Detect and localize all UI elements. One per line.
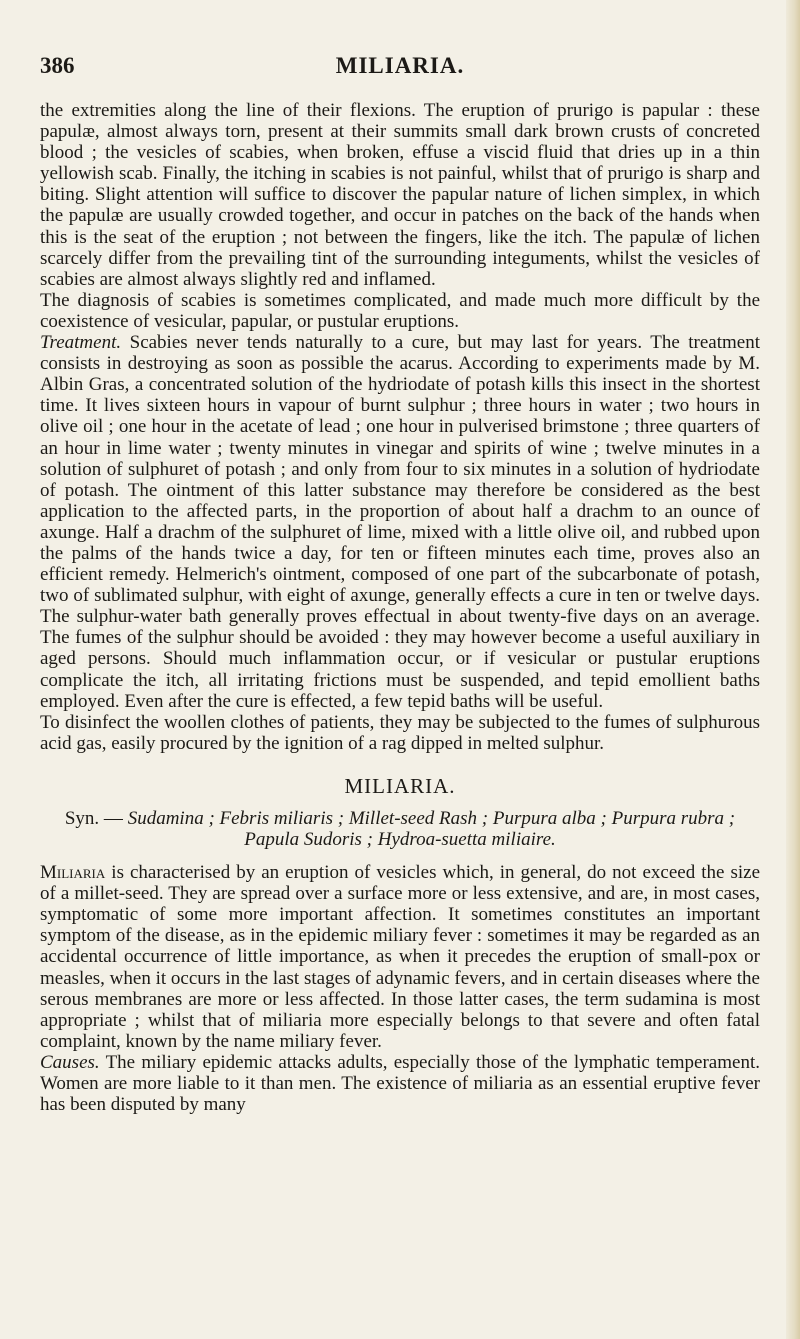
page-number: 386 (40, 53, 75, 78)
paragraph-diagnosis-comparison: the extremities along the line of their flexions. The eruption of prurigo is papular : these papulæ, almost always torn, present at their summits small dark brown crusts of concreted blood ; the vesicles of scabies, when broken, effuse a viscid fluid that dries up in a thin yellowish scab. Finally, the itching in scabies is not painful, whilst that of prurigo is sharp and biting. Slight attention will suffice to discover the papular nature of lichen simplex, in which the papulæ are usually crowded together, and occur in patches on the back of the hands when this is the seat of the eruption ; not between the fingers, like the itch. The papulæ of lichen scarcely differ from the prevailing tint of the surrounding integuments, whilst the vesicles of scabies are almost always slightly red and inflamed. (40, 100, 760, 290)
synonyms-label: Syn. — (64, 807, 123, 829)
paragraph-miliaria-definition (40, 862, 760, 1052)
section-heading: MILIARIA. (344, 773, 456, 798)
definition-text: is characterised by an eruption of vesicles which, in general, do not exceed the size of a millet-seed. They are spread over a surface more or less extensive, and are, in most cases, symptomatic of some more important affection. It sometimes constitutes an important symptom of the disease, as in the epidemic miliary fever : sometimes it may be regarded as an accidental occurrence of little importance, as when it precedes the eruption of small-pox or measles, when it occurs in the last stages of adynamic fevers, and in certain diseases where the serous membranes are more or less affected. In those latter cases, the term sudamina is most appropriate ; whilst that of miliaria more especially belongs to that severe and often fatal complaint, known by the name miliary fever. (40, 862, 760, 1052)
running-head (40, 52, 760, 92)
synonyms-line (40, 808, 760, 850)
lead-word: Miliaria (40, 862, 106, 884)
synonyms-list: Sudamina ; Febris miliaris ; Millet-seed Rash ; Purpura alba ; Purpura rubra ; Papula Sudoris ; Hydroa-suetta miliaire. (127, 807, 736, 850)
treatment-label: Treatment. (40, 332, 122, 354)
running-title: MILIARIA. (335, 53, 465, 78)
page-edge-shadow (786, 0, 800, 1339)
paragraph-causes (40, 1052, 760, 1115)
paragraph-diagnosis-complication: The diagnosis of scabies is sometimes complicated, and made much more difficult by the coexistence of vesicular, papular, or pustular eruptions. (40, 289, 760, 332)
causes-label: Causes. (40, 1051, 100, 1073)
causes-text: The miliary epidemic attacks adults, especially those of the lymphatic temperament. Women are more liable to it than men. The existence of miliaria as an essential eruptive fever has been disputed by many (40, 1051, 760, 1116)
paragraph-disinfection: To disinfect the woollen clothes of patients, they may be subjected to the fumes of sulphurous acid gas, easily procured by the ignition of a rag dipped in melted sulphur. (40, 711, 760, 754)
treatment-text: Scabies never tends naturally to a cure, but may last for years. The treatment consists in destroying as soon as possible the acarus. According to experiments made by M. Albin Gras, a concentrated solution of the hydriodate of potash kills this insect in the shortest time. It lives sixteen hours in vapour of burnt sulphur ; three hours in water ; two hours in olive oil ; one hour in the acetate of lead ; one hour in pulverised brimstone ; three quarters of an hour in lime water ; twenty minutes in vinegar and spirits of wine ; twelve minutes in a solution of sulphuret of potash ; and only from four to six minutes in a solution of hydriodate of potash. The ointment of this latter substance may therefore be considered as the best application to the affected parts, in the proportion of about half a drachm to an ounce of axunge. Half a drachm of the sulphuret of lime, mixed with a little olive oil, and rubbed upon the palms of the hands twice a day, for ten or fifteen minutes each time, proves also an efficient remedy. Helmerich's ointment, composed of one part of the subcarbonate of potash, two of sublimated sulphur, with eight of axunge, generally effects a cure in ten or twelve days. The sulphur-water bath generally proves effectual in about twenty-five days on an average. The fumes of the sulphur should be avoided : they may however become a useful auxiliary in aged persons. Should much inflammation occur, or if vesicular or pustular eruptions complicate the itch, all irritating frictions must be suspended, and tepid emollient baths employed. Even after the cure is effected, a few tepid baths will be useful. (40, 332, 761, 712)
paragraph-treatment (40, 332, 760, 712)
